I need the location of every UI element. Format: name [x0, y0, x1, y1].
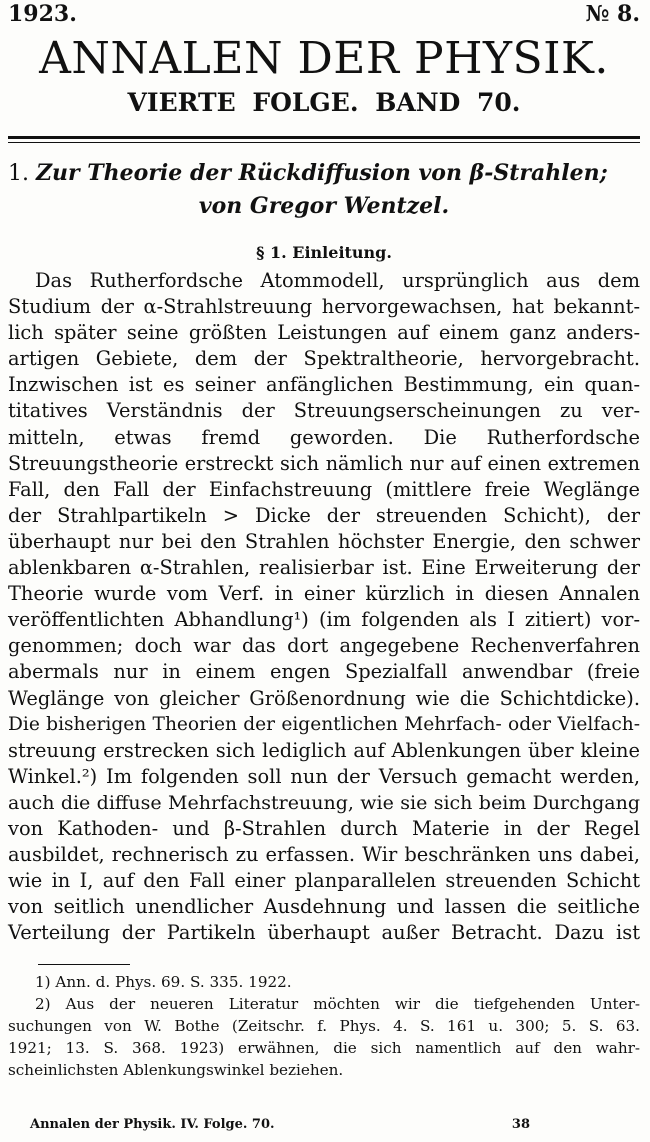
- body-line: ausbildet, rechnerisch zu erfassen. Wir beschränken uns dabei,: [8, 843, 640, 867]
- page-footer: [30, 1117, 530, 1133]
- body-line: Fall, den Fall der Einfachstreuung (mittlere freie Weglänge: [8, 477, 640, 501]
- series-volume: VIERTE FOLGE. BAND 70.: [127, 88, 521, 117]
- body-line: Die bisherigen Theorien der eigentlichen Mehrfach- oder Vielfach-: [8, 713, 640, 735]
- body-line: Verteilung der Partikeln überhaupt außer Betracht. Dazu ist: [8, 921, 640, 945]
- body-line: auch die diffuse Mehrfachstreuung, wie sie sich beim Durchgang: [8, 791, 640, 814]
- body-line: Das Rutherfordsche Atommodell, ursprünglich aus dem: [35, 269, 640, 292]
- body-line: von Kathoden- und β-Strahlen durch Materie in der Regel: [8, 816, 640, 840]
- footnote-rule: [38, 964, 130, 965]
- footnote-line: suchungen von W. Bothe (Zeitschr. f. Phys. 4. S. 161 u. 300; 5. S. 63.: [8, 1017, 640, 1036]
- body-line: abermals nur in einem engen Spezialfall anwendbar (freie: [8, 660, 640, 684]
- running-title: Annalen der Physik. IV. Folge. 70.: [30, 1117, 275, 1132]
- body-line: titatives Verständnis der Streuungserscheinungen zu ver-: [8, 399, 640, 423]
- body-line: lich später seine größten Leistungen auf einem ganz anders-: [8, 321, 640, 345]
- body-line: Winkel.²) Im folgenden soll nun der Versuch gemacht werden,: [8, 764, 640, 788]
- body-line: veröffentlichten Abhandlung¹) (im folgenden als I zitiert) vor-: [8, 608, 640, 632]
- body-line: genommen; doch war das dort angegebene Rechenverfahren: [8, 634, 640, 658]
- footnote-line: scheinlichsten Ablenkungswinkel beziehen.: [8, 1061, 344, 1080]
- body-line: artigen Gebiete, dem der Spektraltheorie, hervorgebracht.: [8, 347, 640, 371]
- body-line: von seitlich unendlicher Ausdehnung und lassen die seitliche: [8, 895, 640, 919]
- article-title: Zur Theorie der Rückdiffusion von β-Strahlen;: [36, 160, 608, 186]
- signature-mark: 38: [511, 1117, 530, 1132]
- footnotes: [8, 971, 640, 1081]
- rule-thick: [8, 136, 640, 139]
- footnote-line: 1) Ann. d. Phys. 69. S. 335. 1922.: [35, 973, 292, 992]
- footnote-line: 1921; 13. S. 368. 1923) erwähnen, die sich namentlich auf den wahr-: [8, 1039, 640, 1058]
- article-author: von Gregor Wentzel.: [198, 193, 450, 219]
- body-line: mitteln, etwas fremd geworden. Die Rutherfordsche: [8, 425, 640, 449]
- body-line: überhaupt nur bei den Strahlen höchster Energie, den schwer: [8, 529, 640, 553]
- footnote-line: 2) Aus der neueren Literatur möchten wir die tiefgehenden Unter-: [35, 995, 640, 1014]
- body-line: Studium der α-Strahlstreuung hervorgewachsen, hat bekannt-: [8, 295, 640, 319]
- journal-title: ANNALEN DER PHYSIK.: [39, 33, 609, 84]
- header-rules: [8, 136, 640, 143]
- body-line: wie in I, auf den Fall einer planparallelen streuenden Schicht: [8, 869, 640, 893]
- body-line: der Strahlpartikeln > Dicke der streuenden Schicht), der: [8, 503, 640, 527]
- article-number: 1.: [8, 161, 29, 186]
- issue-number: № 8.: [585, 1, 640, 27]
- section-heading: § 1. Einleitung.: [256, 243, 392, 262]
- body-line: ablenkbaren α-Strahlen, realisierbar ist. Eine Erweiterung der: [8, 556, 640, 580]
- body-line: Streuungstheorie erstreckt sich nämlich nur auf einen extremen: [8, 451, 640, 475]
- page-header-line: [8, 0, 640, 26]
- rule-thin: [8, 142, 640, 143]
- body-line: Inzwischen ist es seiner anfänglichen Bestimmung, ein quan-: [8, 373, 640, 397]
- article-heading: [8, 157, 640, 222]
- body-line: Theorie wurde vom Verf. in einer kürzlich in diesen Annalen: [8, 582, 640, 606]
- body-line: streuung erstrecken sich lediglich auf Ablenkungen über kleine: [8, 738, 640, 762]
- body-text: [8, 268, 640, 946]
- year: 1923.: [8, 1, 77, 27]
- body-line: Weglänge von gleicher Größenordnung wie die Schichtdicke).: [8, 686, 640, 710]
